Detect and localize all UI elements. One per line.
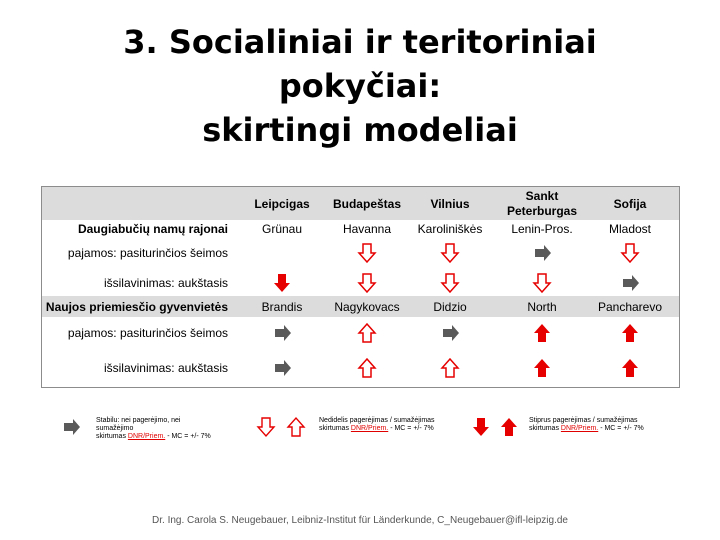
legend-moderate-line2-post: - MC = +/- 7% [388, 425, 434, 432]
legend-down-red-arrow-icon [473, 418, 489, 436]
comparison-table [41, 186, 680, 388]
place-north: North [527, 300, 557, 314]
legend-up-red-arrow-icon [501, 418, 517, 436]
legend-moderate-text [319, 417, 435, 433]
place-lenin-pros: Lenin-Pros. [511, 222, 573, 236]
arrow-right-gray-icon [623, 275, 639, 291]
footer-credit: Dr. Ing. Carola S. Neugebauer, Leibniz-Institut für Länderkunde, C_Neugebauer@ifl-leipzig.de [152, 515, 568, 526]
title-line-2: skirtingi modeliai [202, 111, 518, 149]
arrow-right-gray-icon [275, 360, 291, 376]
arrow-up-outline-icon [359, 359, 375, 377]
s1-row2-label: išsilavinimas: aukštasis [103, 276, 228, 290]
col-header-budapestas: Budapeštas [332, 197, 402, 211]
col-header-sankt-line1: Sankt [525, 189, 559, 203]
legend-stable-line3-post: - MC = +/- 7% [165, 433, 211, 440]
legend-moderate-line2-pre: skirtumas [319, 425, 351, 432]
legend-stable-line3-pre: skirtumas [96, 433, 128, 440]
arrow-right-gray-icon [535, 245, 551, 261]
legend-stable-line2: sumažėjimo [96, 425, 134, 432]
arrow-up-outline-icon [442, 359, 458, 377]
col-header-vilnius: Vilnius [430, 197, 470, 211]
place-grunau: Grünau [261, 222, 303, 236]
arrow-down-outline-icon [359, 274, 375, 292]
place-pancharevo: Pancharevo [597, 300, 663, 314]
arrow-up-outline-icon [359, 324, 375, 342]
arrow-right-gray-icon [275, 325, 291, 341]
arrow-up-red-icon [534, 359, 550, 377]
s1-row1-label: pajamos: pasiturinčios šeimos [67, 246, 228, 260]
section1-label: Daugiabučių namų rajonai [77, 222, 228, 236]
s2-row1-label: pajamos: pasiturinčios šeimos [67, 326, 228, 340]
s2-row2-label: išsilavinimas: aukštasis [103, 361, 228, 375]
title-line-1: 3. Socialiniai ir teritoriniai pokyčiai: [123, 23, 597, 105]
legend [41, 405, 678, 445]
legend-moderate-line1: Nedidelis pagerėjimas / sumažėjimas [319, 417, 435, 424]
arrow-down-outline-icon [534, 274, 550, 292]
place-brandis: Brandis [261, 300, 303, 314]
legend-moderate-line2-red: DNR/Priem. [350, 425, 389, 432]
place-didzio: Didzio [433, 300, 467, 314]
slide-title [40, 20, 680, 152]
legend-up-outline-arrow-icon [288, 418, 304, 436]
arrow-down-red-icon [274, 274, 290, 292]
place-karoliniskes: Karoliniškės [417, 222, 483, 236]
arrow-down-outline-icon [359, 244, 375, 262]
legend-strong-line1: Stiprus pagerėjimas / sumažėjimas [529, 417, 638, 424]
col-header-sofija: Sofija [613, 197, 647, 211]
legend-stable-line3-red: DNR/Priem. [127, 433, 166, 440]
legend-stable-text [96, 417, 211, 441]
col-header-sankt-line2: Peterburgas [506, 204, 578, 218]
legend-stable-line1: Stabilu: nei pagerėjimo, nei [96, 417, 181, 424]
legend-strong-line2-post: - MC = +/- 7% [598, 425, 644, 432]
arrow-right-gray-icon [443, 325, 459, 341]
arrow-down-outline-icon [442, 274, 458, 292]
place-havanna: Havanna [342, 222, 392, 236]
arrow-layer [42, 187, 679, 387]
arrow-down-outline-icon [622, 244, 638, 262]
place-nagykovacs: Nagykovacs [334, 300, 400, 314]
col-header-leipcigas: Leipcigas [254, 197, 310, 211]
legend-right-gray-arrow-icon [64, 419, 80, 435]
section2-label: Naujos priemiesčio gyvenvietės [45, 300, 228, 314]
legend-strong-line2-pre: skirtumas [529, 425, 561, 432]
place-mladost: Mladost [608, 222, 652, 236]
arrow-down-outline-icon [442, 244, 458, 262]
arrow-up-red-icon [534, 324, 550, 342]
legend-strong-text [529, 417, 644, 433]
legend-down-outline-arrow-icon [258, 418, 274, 436]
legend-strong-line2-red: DNR/Priem. [560, 425, 599, 432]
arrow-up-red-icon [622, 324, 638, 342]
arrow-up-red-icon [622, 359, 638, 377]
